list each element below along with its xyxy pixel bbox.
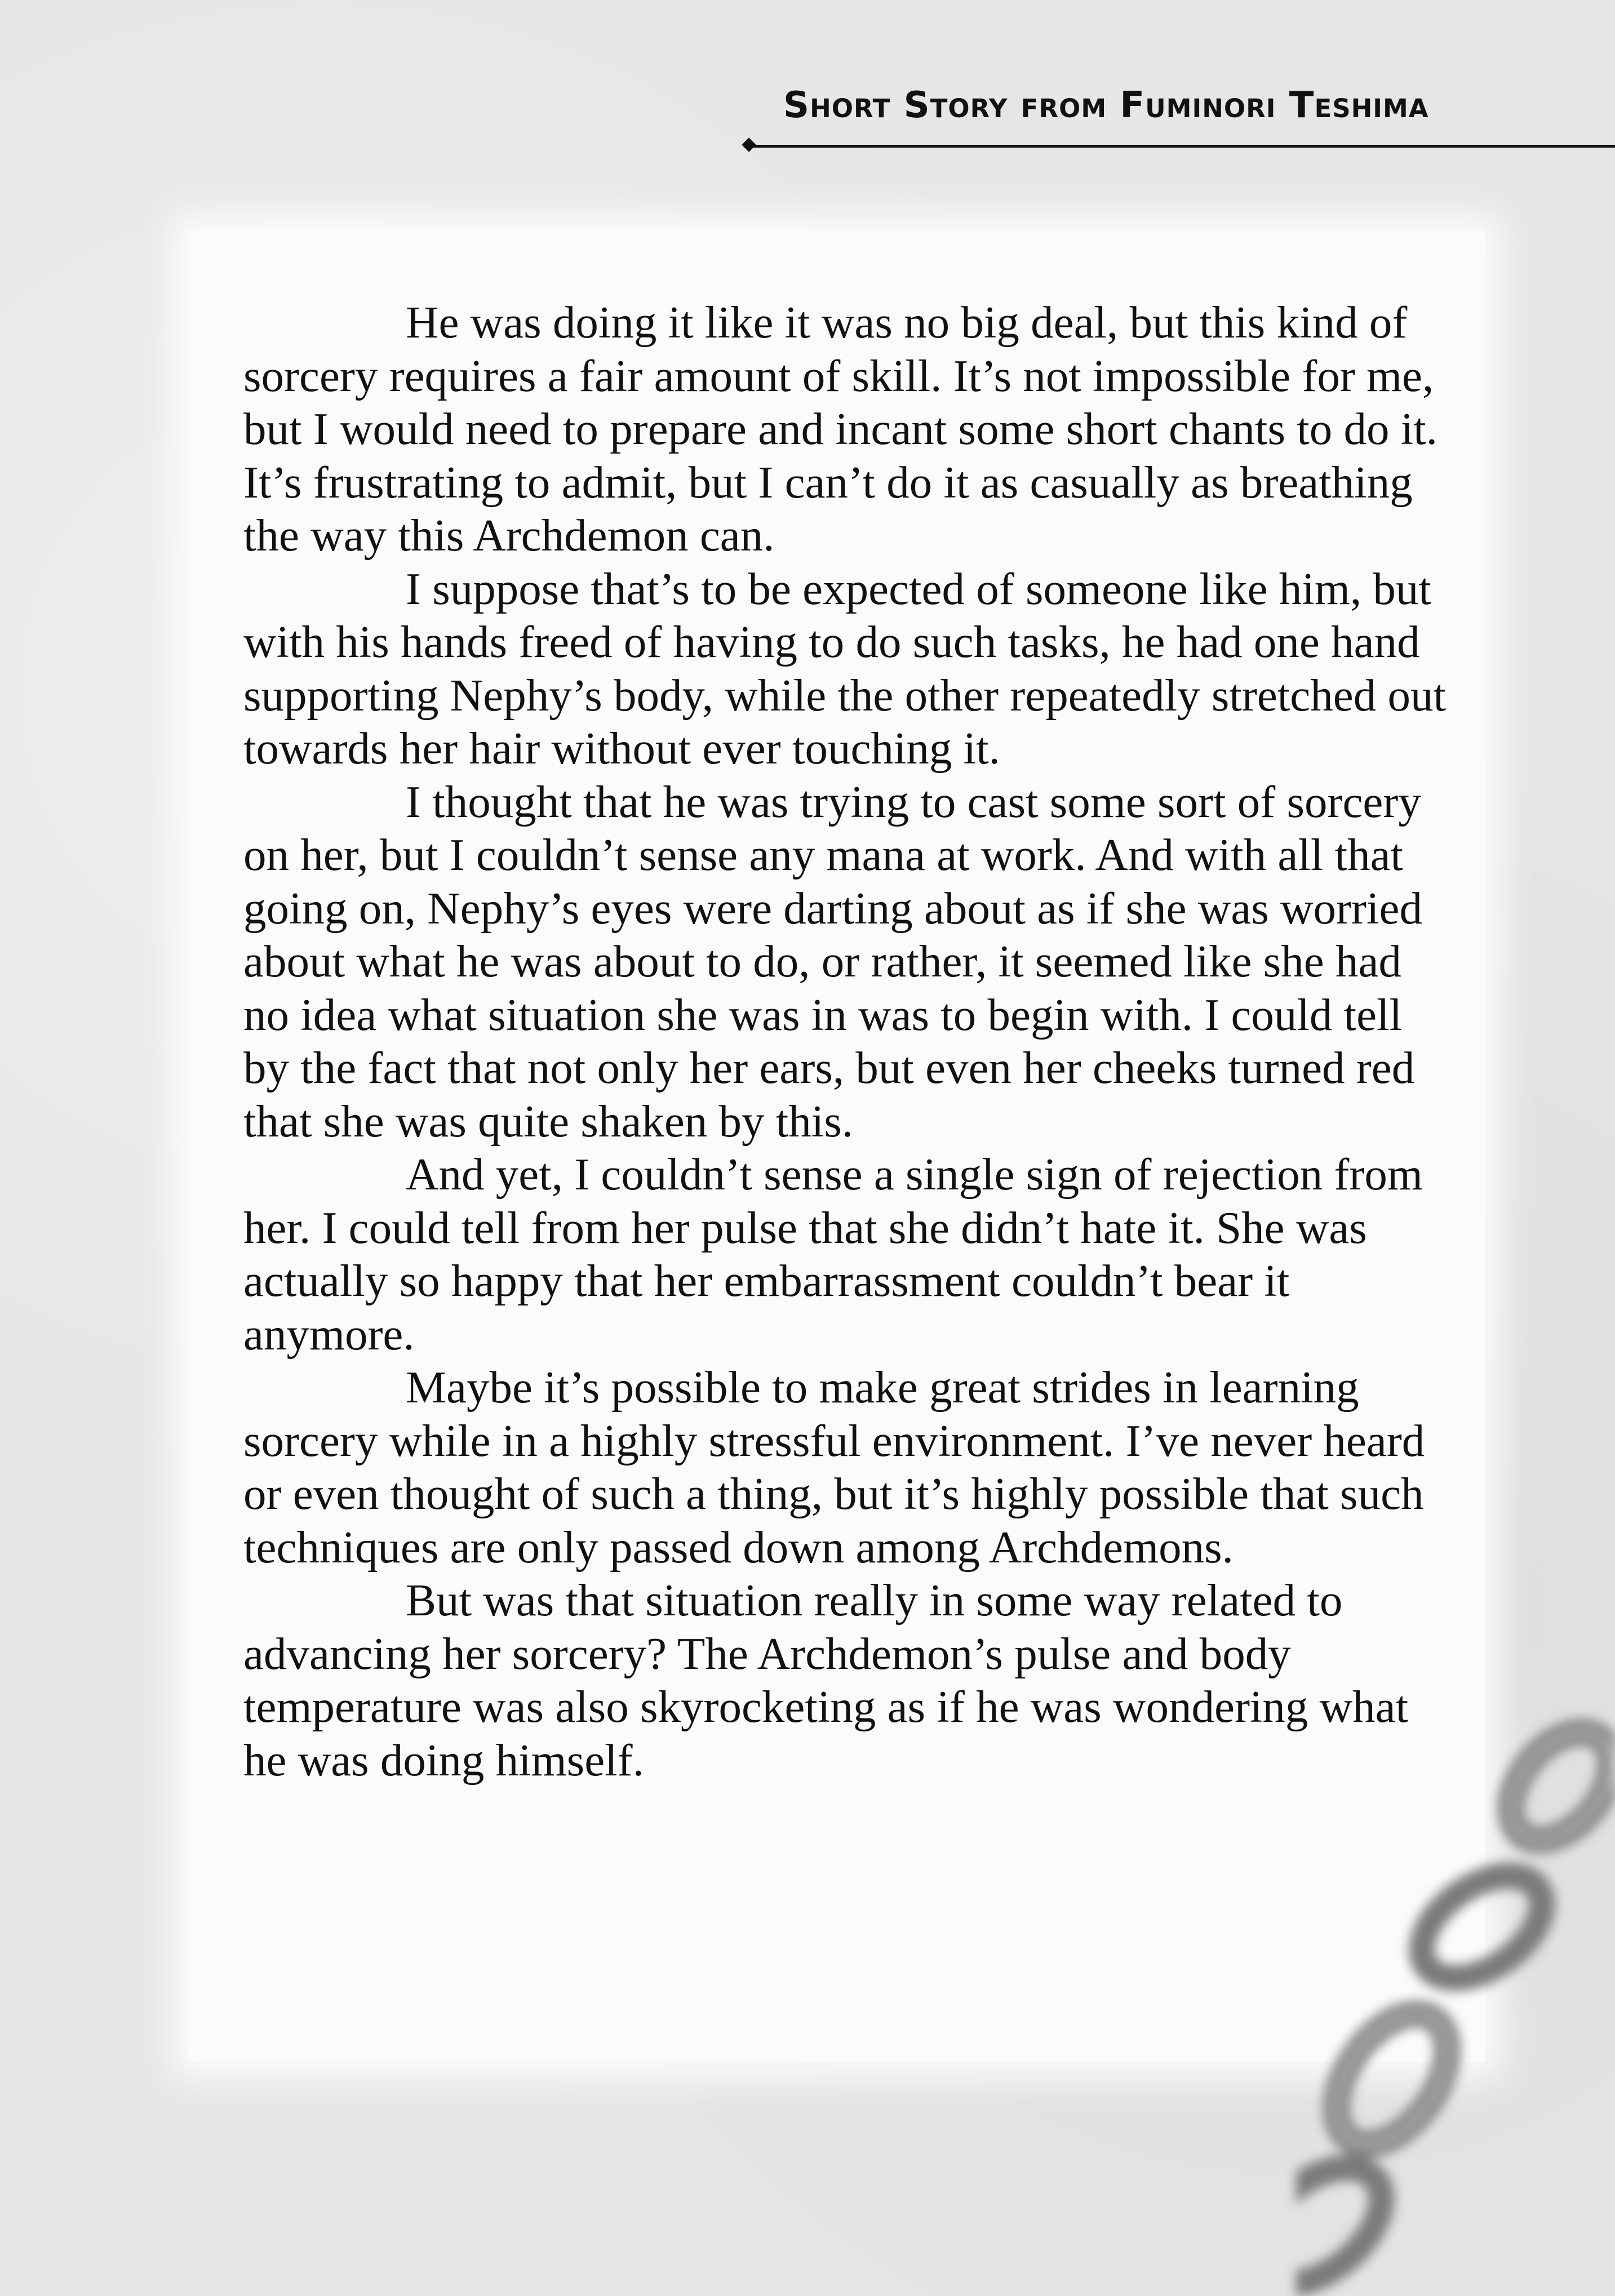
page-header [738, 73, 1615, 158]
story-paragraph-5: Maybe it’s possible to make great strides in learning sorcery while in a highly stressful environment. I’ve never heard or even thought of such a thing, but it’s highly possible that such techniques are only passed down among Archdemons. [243, 1362, 1425, 1573]
header-rule [752, 145, 1615, 148]
story-body [243, 296, 1455, 1787]
story-paragraph-3: I thought that he was trying to cast some sort of sorcery on her, but I couldn’t sense any mana at work. And with all that going on, Nephy’s eyes were darting about as if she was worried about what he was about to do, or rather, it seemed like she had no idea what situation she was in was to begin with. I could tell by the fact that not only her ears, but even her cheeks turned red that she was quite shaken by this. [243, 776, 1422, 1147]
story-paragraph-4: And yet, I couldn’t sense a single sign of rejection from her. I could tell from her pulse that she didn’t hate it. She was actually so happy that her embarrassment couldn’t bear it anymore. [243, 1149, 1423, 1360]
story-paragraph-2: I suppose that’s to be expected of someone like him, but with his hands freed of having to do such tasks, he had one hand supporting Nephy’s body, while the other repeatedly stretched out towards her hair without ever touching it. [243, 563, 1446, 774]
story-paper [189, 231, 1485, 2062]
story-paragraph-6: But was that situation really in some way related to advancing her sorcery? The Archdemon’s pulse and body temperature was also skyrocketing as if he was wondering what he was doing himself. [243, 1575, 1409, 1786]
story-paragraph-1: He was doing it like it was no big deal, but this kind of sorcery requires a fair amount of skill. It’s not impossible for me, but I would need to prepare and incant some short chants to do it. It’s frustrating to admit, but I can’t do it as casually as breathing the way this Archdemon can. [243, 297, 1437, 561]
chain-icon [1296, 1718, 1615, 2296]
header-title: Short Story from Fuminori Teshima [783, 85, 1429, 126]
